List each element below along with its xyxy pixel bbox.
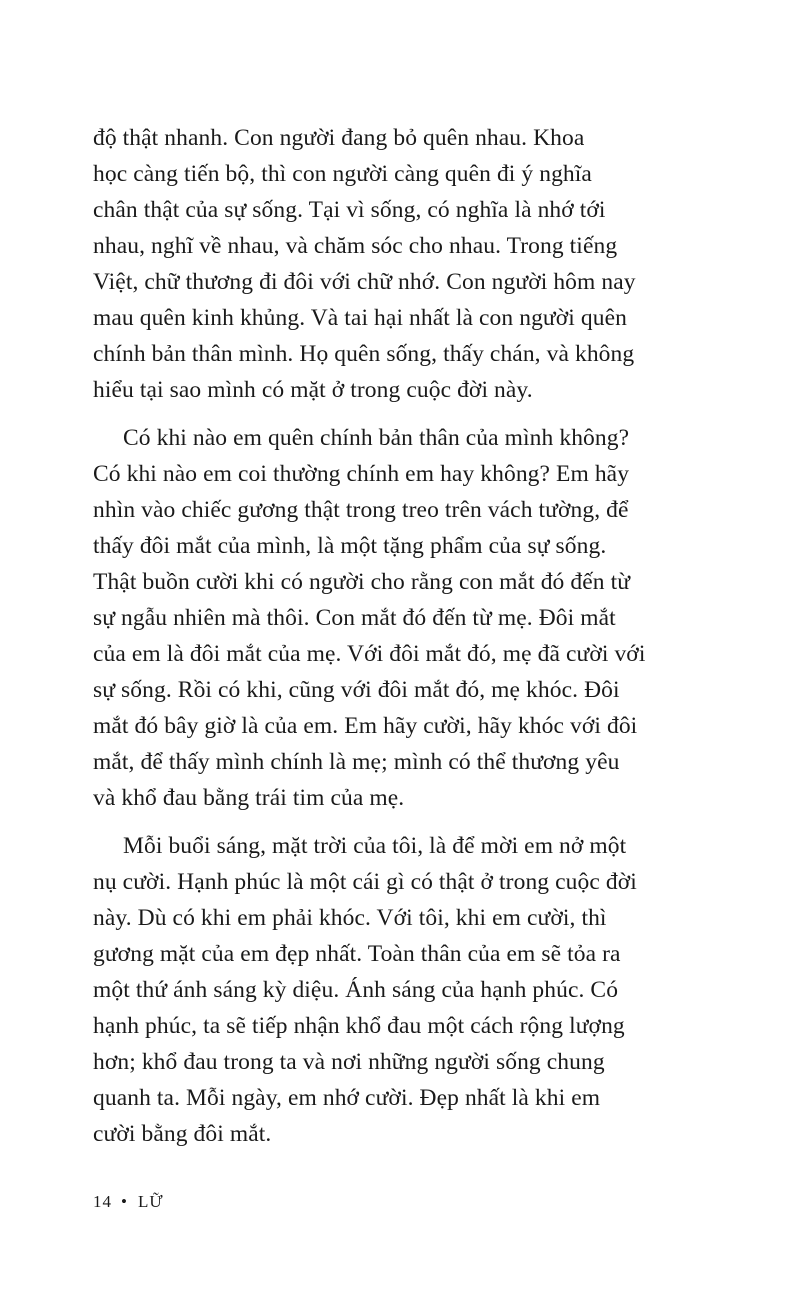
text-line: độ thật nhanh. Con người đang bỏ quên nhau. Khoa bbox=[93, 125, 585, 151]
text-line: Có khi nào em quên chính bản thân của mình không? bbox=[123, 425, 630, 451]
body-text bbox=[93, 120, 713, 1152]
text-line: nhau, nghĩ về nhau, và chăm sóc cho nhau. Trong tiếng bbox=[93, 233, 618, 259]
text-line: Thật buồn cười khi có người cho rằng con mắt đó đến từ bbox=[93, 569, 631, 595]
page-number: 14 bbox=[93, 1192, 112, 1211]
paragraph bbox=[93, 828, 713, 1152]
text-line: gương mặt của em đẹp nhất. Toàn thân của em sẽ tỏa ra bbox=[93, 941, 621, 967]
text-line: chính bản thân mình. Họ quên sống, thấy chán, và không bbox=[93, 341, 635, 367]
text-line: mau quên kinh khủng. Và tai hại nhất là con người quên bbox=[93, 305, 627, 331]
footer-separator: • bbox=[121, 1192, 128, 1211]
text-line: Việt, chữ thương đi đôi với chữ nhớ. Con người hôm nay bbox=[93, 269, 636, 295]
text-line: nụ cười. Hạnh phúc là một cái gì có thật ở trong cuộc đời bbox=[93, 869, 637, 895]
text-line: Mỗi buổi sáng, mặt trời của tôi, là để mời em nở một bbox=[123, 833, 627, 859]
paragraph bbox=[93, 120, 713, 408]
text-line: nhìn vào chiếc gương thật trong treo trên vách tường, để bbox=[93, 497, 629, 523]
paragraph bbox=[93, 420, 713, 816]
text-line: sự sống. Rồi có khi, cũng với đôi mắt đó, mẹ khóc. Đôi bbox=[93, 677, 620, 703]
running-title: LỮ bbox=[137, 1192, 164, 1211]
text-line: hiểu tại sao mình có mặt ở trong cuộc đời này. bbox=[93, 377, 533, 403]
text-line: quanh ta. Mỗi ngày, em nhớ cười. Đẹp nhất là khi em bbox=[93, 1085, 601, 1111]
text-line: cười bằng đôi mắt. bbox=[93, 1121, 272, 1147]
text-line: hạnh phúc, ta sẽ tiếp nhận khổ đau một cách rộng lượng bbox=[93, 1013, 625, 1039]
text-line: học càng tiến bộ, thì con người càng quên đi ý nghĩa bbox=[93, 161, 592, 187]
paragraph-gap bbox=[93, 408, 713, 420]
page-footer bbox=[93, 1192, 164, 1212]
text-line: một thứ ánh sáng kỳ diệu. Ánh sáng của hạnh phúc. Có bbox=[93, 977, 619, 1003]
text-line: Có khi nào em coi thường chính em hay không? Em hãy bbox=[93, 461, 630, 487]
text-line: thấy đôi mắt của mình, là một tặng phẩm của sự sống. bbox=[93, 533, 607, 559]
paragraph-gap bbox=[93, 816, 713, 828]
text-line: sự ngẫu nhiên mà thôi. Con mắt đó đến từ mẹ. Đôi mắt bbox=[93, 605, 616, 631]
text-line: này. Dù có khi em phải khóc. Với tôi, khi em cười, thì bbox=[93, 905, 607, 931]
text-line: mắt, để thấy mình chính là mẹ; mình có thể thương yêu bbox=[93, 749, 620, 775]
text-line: hơn; khổ đau trong ta và nơi những người sống chung bbox=[93, 1049, 605, 1075]
text-line: mắt đó bây giờ là của em. Em hãy cười, hãy khóc với đôi bbox=[93, 713, 638, 739]
text-line: của em là đôi mắt của mẹ. Với đôi mắt đó, mẹ đã cười với bbox=[93, 641, 646, 667]
text-line: chân thật của sự sống. Tại vì sống, có nghĩa là nhớ tới bbox=[93, 197, 606, 223]
text-line: và khổ đau bằng trái tim của mẹ. bbox=[93, 785, 405, 811]
